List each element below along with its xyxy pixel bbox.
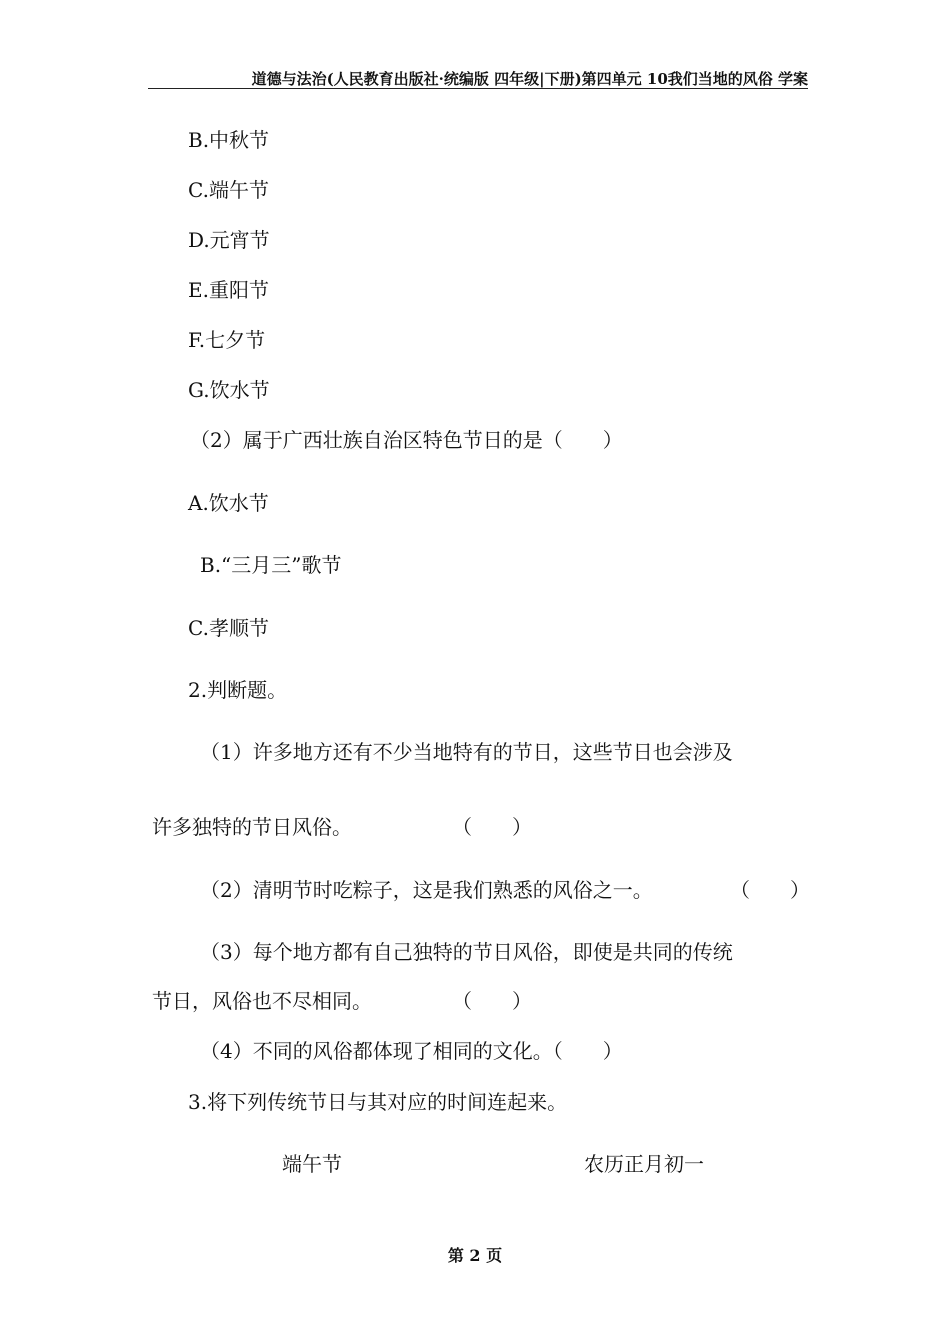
page-header: 道德与法治(人民教育出版社·统编版 四年级|下册)第四单元 10我们当地的风俗 学案 xyxy=(251,70,808,88)
judge-item-1-line1: （1）许多地方还有不少当地特有的节日，这些节日也会涉及 xyxy=(200,740,733,764)
judge-item-1-answer-blank[interactable]: （ ） xyxy=(452,815,532,839)
judge-item-1-line2: 许多独特的节日风俗。 xyxy=(152,815,352,839)
question-3-title: 3.将下列传统节日与其对应的时间连起来。 xyxy=(188,1090,568,1114)
judge-item-4: （4）不同的风俗都体现了相同的文化。（ ） xyxy=(200,1039,623,1063)
question-1-2-stem: （2）属于广西壮族自治区特色节日的是（ ） xyxy=(190,428,623,452)
judge-item-2-answer-blank[interactable]: （ ） xyxy=(730,878,810,902)
option-d-lantern: D.元宵节 xyxy=(188,228,270,252)
judge-item-3-answer-blank[interactable]: （ ） xyxy=(452,989,532,1013)
judge-item-2: （2）清明节时吃粽子，这是我们熟悉的风俗之一。 xyxy=(200,878,653,902)
festival-left-dragon-boat[interactable]: 端午节 xyxy=(282,1152,342,1176)
judge-item-3-line2: 节日，风俗也不尽相同。 xyxy=(152,989,372,1013)
option-g-drinking-water: G.饮水节 xyxy=(188,378,270,402)
option-f-qixi: F.七夕节 xyxy=(188,328,266,352)
page-number: 第 2 页 xyxy=(447,1246,503,1265)
option-b-mid-autumn: B.中秋节 xyxy=(188,128,270,152)
option-c-dragon-boat: C.端午节 xyxy=(188,178,269,202)
header-divider xyxy=(148,88,808,89)
option-e-double-ninth: E.重阳节 xyxy=(188,278,269,302)
date-right-lunar-new-year[interactable]: 农历正月初一 xyxy=(584,1152,704,1176)
option-c-filial: C.孝顺节 xyxy=(188,616,269,640)
judge-item-3-line1: （3）每个地方都有自己独特的节日风俗，即使是共同的传统 xyxy=(200,940,733,964)
question-2-title: 2.判断题。 xyxy=(188,678,288,702)
option-a: A.饮水节 xyxy=(188,491,269,515)
option-b-sanyuesan: B.“三月三”歌节 xyxy=(200,553,342,577)
